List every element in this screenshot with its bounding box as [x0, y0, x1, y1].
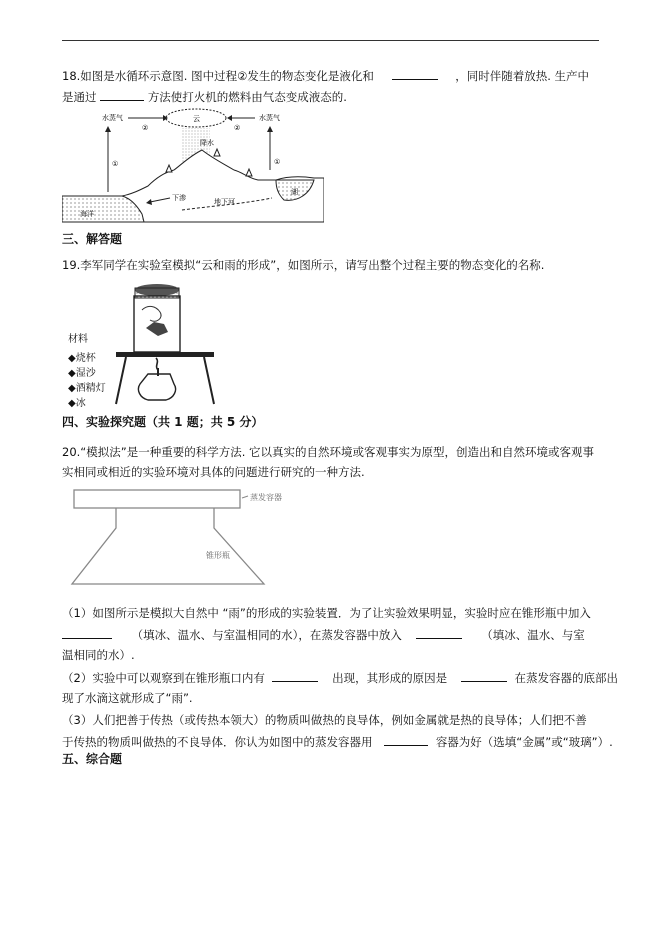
- q20-blank-2[interactable]: [416, 626, 462, 639]
- q20-blank-5[interactable]: [384, 733, 428, 746]
- material-item: ◆烧杯: [68, 353, 96, 364]
- section-3-title: 三、解答题: [62, 232, 123, 246]
- ocean-label: 海洋: [80, 210, 94, 218]
- arrow-head-icon: [227, 115, 232, 121]
- section-5-title: 五、综合题: [62, 752, 123, 766]
- groundwater-label: 地下河: [214, 198, 235, 206]
- q18-text: 是通过: [62, 90, 97, 104]
- step2-right-label: ②: [234, 124, 241, 132]
- q20-p3-line1: （3）人们把善于传热（或传热本领大）的物质叫做热的良导体，例如金属就是热的良导体；人们把不善: [62, 713, 587, 727]
- leader-line: [242, 496, 248, 498]
- rain-label: 降水: [200, 139, 214, 147]
- q18-line1: [62, 67, 589, 84]
- material-item: ◆酒精灯: [68, 383, 106, 394]
- tripod-top: [116, 352, 214, 357]
- conical-flask-icon: [72, 508, 264, 584]
- q20-p2-line2: 现了水滴这就形成了“雨”.: [62, 691, 193, 705]
- q20-intro-line2: 实相同或相近的实验环境对具体的问题进行研究的一种方法.: [62, 465, 365, 479]
- lake-label: 湖: [291, 188, 298, 196]
- cloud-rain-apparatus: [112, 280, 218, 408]
- flask-label: 锥形瓶: [206, 551, 230, 560]
- q20-p1-line2: [62, 626, 585, 643]
- q18-line2: [62, 88, 347, 105]
- header-rule: [62, 40, 599, 41]
- vapor-swirl: [142, 306, 161, 321]
- water-cycle-diagram: [62, 106, 324, 224]
- cloud-label: 云: [193, 115, 200, 123]
- q18-blank-2[interactable]: [100, 88, 144, 101]
- q20-blank-4[interactable]: [461, 669, 507, 682]
- dish-label: 蒸发容器: [250, 493, 282, 502]
- vapor-right-label: 水蒸气: [259, 114, 280, 122]
- q20-text: 容器为好（选填“金属”或“玻璃”）.: [435, 735, 613, 749]
- q18-text: 方法使打火机的燃料由气态变成液态的.: [147, 90, 347, 104]
- material-item: ◆冰: [68, 398, 86, 409]
- materials-title: 材料: [68, 334, 88, 345]
- materials-list: [68, 332, 106, 411]
- q20-text: 出现，其形成的原因是: [332, 671, 448, 685]
- alcohol-lamp-icon: [138, 374, 175, 400]
- q20-text: （填冰、温水、与室温相同的水），在蒸发容器中放入: [131, 628, 402, 642]
- q20-blank-3[interactable]: [272, 669, 318, 682]
- tripod-leg: [204, 357, 214, 404]
- step2-left-label: ②: [142, 124, 149, 132]
- q20-text: （2）实验中可以观察到在锥形瓶口内有: [62, 671, 265, 685]
- q20-text: 于传热的物质叫做热的不良导体．你认为如图中的蒸发容器用: [62, 735, 373, 749]
- q18-text: 18.如图是水循环示意图. 图中过程②发生的物态变化是液化和: [62, 69, 374, 83]
- material-item: ◆湿沙: [68, 368, 96, 379]
- step1-right-label: ①: [274, 158, 281, 166]
- evaporation-dish: [74, 490, 240, 508]
- q18-text: ，同时伴随着放热. 生产中: [455, 69, 590, 83]
- step1-left-label: ①: [112, 160, 119, 168]
- section-4-title: 四、实验探究题（共 1 题；共 5 分）: [62, 415, 264, 429]
- q20-text: （填冰、温水、与室: [481, 628, 585, 642]
- vapor-left-label: 水蒸气: [102, 114, 123, 122]
- q19-text: 19.李军同学在实验室模拟“云和雨的形成”，如图所示，请写出整个过程主要的物态变化的名称.: [62, 258, 545, 272]
- flask-apparatus-diagram: [64, 484, 294, 592]
- q20-p1-line1: （1）如图所示是模拟大自然中 “雨”的形成的实验装置．为了让实验效果明显，实验时应在锥形瓶中加入: [62, 606, 591, 620]
- q20-intro-line1: 20.“模拟法”是一种重要的科学方法. 它以真实的自然环境或客观事实为原型，创造出和自然环境或客观事: [62, 445, 595, 459]
- infiltration-label: 下渗: [172, 194, 186, 202]
- q20-blank-1[interactable]: [62, 626, 112, 639]
- arrow-head-icon: [105, 126, 111, 132]
- q20-text: 在蒸发容器的底部出: [514, 671, 618, 685]
- arrow-head-icon: [267, 126, 273, 132]
- q20-p3-line2: [62, 733, 613, 750]
- wet-sand-icon: [146, 322, 168, 336]
- tripod-leg: [116, 357, 126, 404]
- q20-p1-line3: 温相同的水）.: [62, 648, 135, 662]
- q20-p2-line1: [62, 669, 618, 686]
- q18-blank-1[interactable]: [392, 67, 438, 80]
